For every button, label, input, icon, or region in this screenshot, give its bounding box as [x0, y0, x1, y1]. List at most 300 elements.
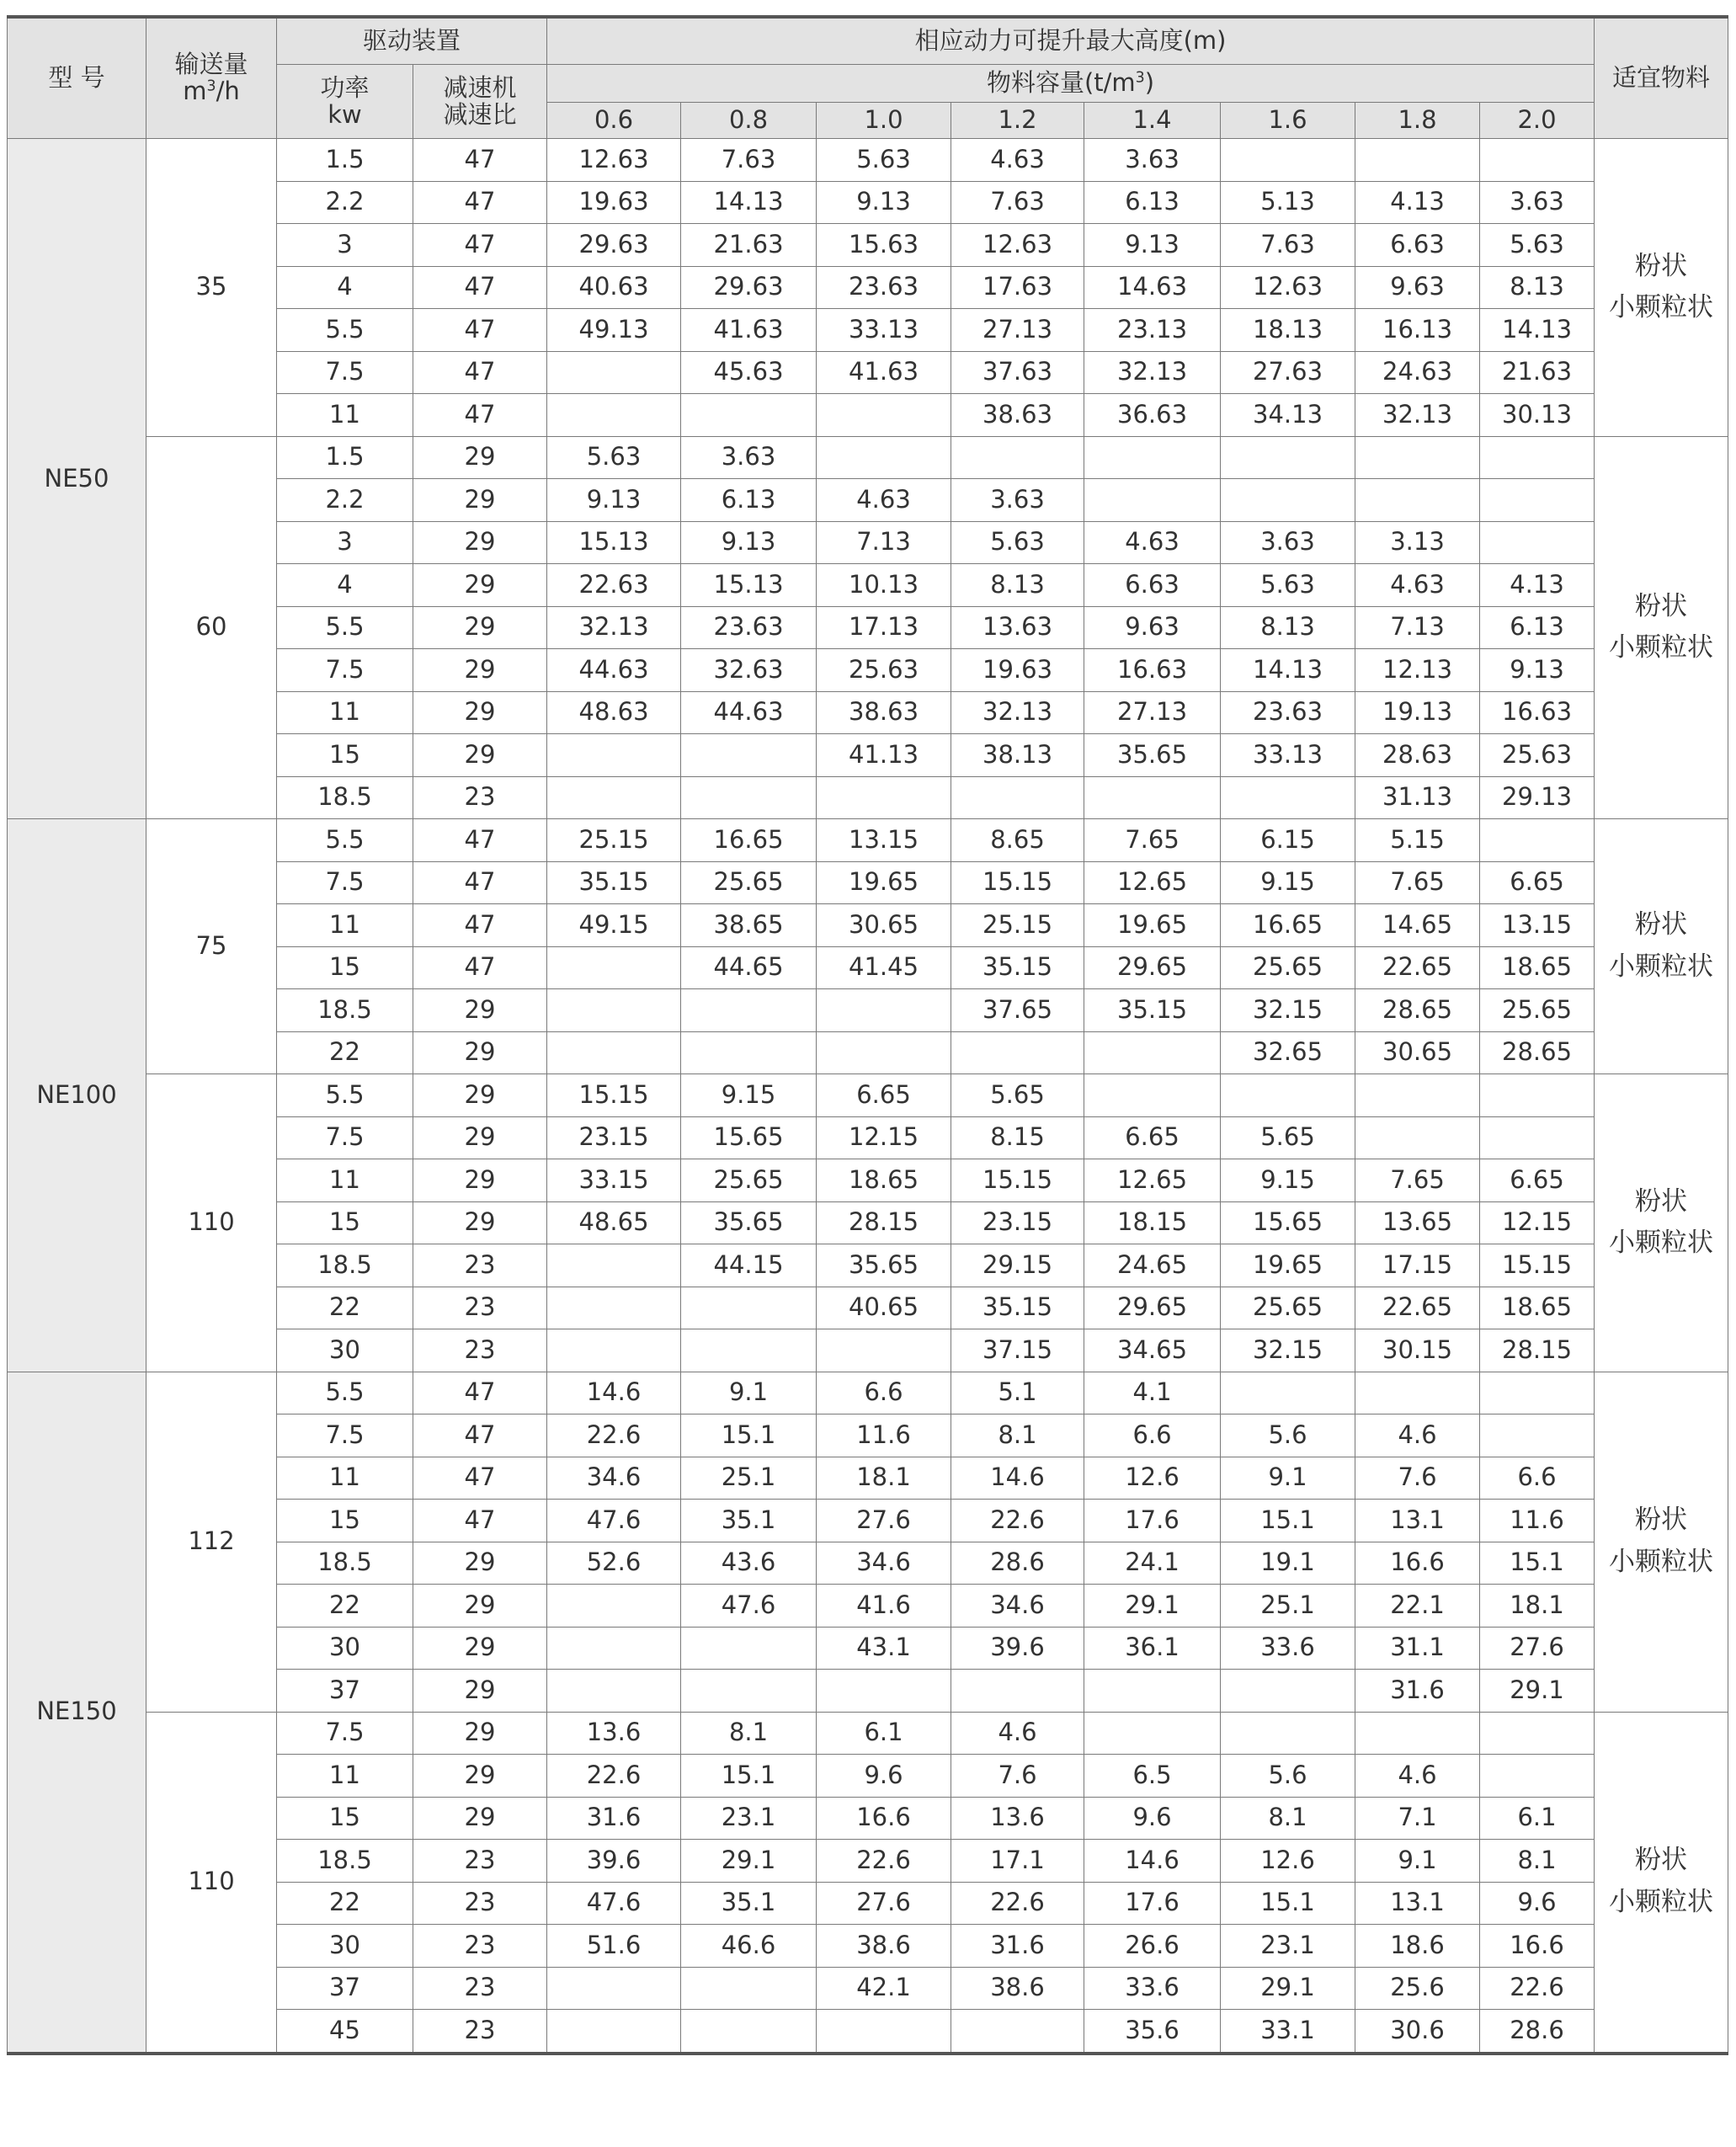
height-cell: 38.6 — [817, 1925, 951, 1968]
height-cell: 35.15 — [1084, 989, 1221, 1032]
height-cell: 26.6 — [1084, 1925, 1221, 1968]
ratio-cell: 29 — [413, 1159, 547, 1202]
height-cell: 28.15 — [817, 1201, 951, 1244]
ratio-cell: 29 — [413, 521, 547, 564]
ratio-cell: 29 — [413, 649, 547, 692]
height-cell: 18.65 — [1480, 1287, 1595, 1329]
height-cell — [547, 1627, 681, 1670]
height-cell: 39.6 — [547, 1840, 681, 1883]
material-cell — [1595, 436, 1728, 819]
height-cell — [1221, 1670, 1355, 1713]
height-cell — [817, 1329, 951, 1372]
height-cell: 37.63 — [951, 351, 1084, 394]
height-cell: 7.1 — [1355, 1797, 1480, 1840]
height-cell: 3.63 — [1221, 521, 1355, 564]
power-cell: 11 — [277, 904, 413, 947]
height-cell: 22.65 — [1355, 946, 1480, 989]
height-cell: 22.6 — [547, 1414, 681, 1457]
power-cell: 45 — [277, 2010, 413, 2054]
power-cell: 11 — [277, 394, 413, 437]
header-reducer — [413, 65, 547, 139]
power-cell: 3 — [277, 521, 413, 564]
height-cell — [681, 1031, 817, 1074]
ratio-cell: 23 — [413, 776, 547, 819]
header-density-value: 1.6 — [1221, 103, 1355, 139]
power-cell: 3 — [277, 224, 413, 267]
height-cell: 32.15 — [1221, 989, 1355, 1032]
height-cell: 6.13 — [1084, 181, 1221, 224]
height-cell: 8.1 — [681, 1712, 817, 1755]
height-cell: 43.1 — [817, 1627, 951, 1670]
header-density: 物料容量$(t/m^3)$ — [547, 65, 1595, 103]
height-cell: 19.63 — [951, 649, 1084, 692]
power-cell: 1.5 — [277, 139, 413, 182]
height-cell: 13.1 — [1355, 1882, 1480, 1925]
height-cell: 12.15 — [1480, 1201, 1595, 1244]
ratio-cell: 29 — [413, 1585, 547, 1628]
power-cell: 11 — [277, 691, 413, 734]
height-cell: 16.63 — [1084, 649, 1221, 692]
height-cell — [681, 734, 817, 777]
height-cell: 4.6 — [1355, 1414, 1480, 1457]
height-cell: 27.13 — [951, 309, 1084, 352]
material-cell — [1595, 819, 1728, 1074]
height-cell: 15.63 — [817, 224, 951, 267]
height-cell: 22.6 — [951, 1882, 1084, 1925]
height-cell: 12.65 — [1084, 1159, 1221, 1202]
ratio-cell: 23 — [413, 1244, 547, 1287]
height-cell — [817, 1670, 951, 1713]
height-cell: 19.65 — [1084, 904, 1221, 947]
ratio-cell: 29 — [413, 1627, 547, 1670]
height-cell: 35.1 — [681, 1882, 817, 1925]
height-cell: 19.1 — [1221, 1542, 1355, 1585]
height-cell: 17.63 — [951, 266, 1084, 309]
height-cell: 40.65 — [817, 1287, 951, 1329]
power-cell: 30 — [277, 1627, 413, 1670]
height-cell — [1480, 1074, 1595, 1117]
height-cell: 6.63 — [1084, 564, 1221, 607]
height-cell — [1480, 1712, 1595, 1755]
height-cell: 44.15 — [681, 1244, 817, 1287]
ratio-cell: 29 — [413, 1074, 547, 1117]
header-density-value: 1.2 — [951, 103, 1084, 139]
height-cell: 15.15 — [951, 861, 1084, 904]
height-cell — [681, 1670, 817, 1713]
height-cell: 7.65 — [1355, 1159, 1480, 1202]
height-cell: 16.65 — [681, 819, 817, 862]
ratio-cell: 47 — [413, 904, 547, 947]
power-cell: 11 — [277, 1457, 413, 1500]
height-cell: 23.1 — [681, 1797, 817, 1840]
table-row — [8, 819, 1728, 862]
height-cell: 5.63 — [547, 436, 681, 479]
height-cell: 32.15 — [1221, 1329, 1355, 1372]
height-cell — [681, 989, 817, 1032]
height-cell: 32.13 — [951, 691, 1084, 734]
height-cell: 4.63 — [1355, 564, 1480, 607]
ratio-cell: 29 — [413, 1031, 547, 1074]
height-cell — [547, 1585, 681, 1628]
height-cell: 31.6 — [547, 1797, 681, 1840]
height-cell: 13.1 — [1355, 1500, 1480, 1542]
height-cell: 23.1 — [1221, 1925, 1355, 1968]
height-cell: 9.63 — [1084, 606, 1221, 649]
height-cell: 32.65 — [1221, 1031, 1355, 1074]
height-cell — [1221, 776, 1355, 819]
header-density-value: 2.0 — [1480, 103, 1595, 139]
height-cell: 15.15 — [951, 1159, 1084, 1202]
height-cell: 34.13 — [1221, 394, 1355, 437]
height-cell: 11.6 — [1480, 1500, 1595, 1542]
height-cell: 6.1 — [1480, 1797, 1595, 1840]
height-cell: 9.1 — [1355, 1840, 1480, 1883]
height-cell — [817, 394, 951, 437]
height-cell: 35.6 — [1084, 2010, 1221, 2054]
height-cell: 14.65 — [1355, 904, 1480, 947]
power-cell: 7.5 — [277, 1116, 413, 1159]
height-cell: 24.63 — [1355, 351, 1480, 394]
height-cell: 30.65 — [817, 904, 951, 947]
height-cell — [547, 1967, 681, 2010]
ratio-cell: 23 — [413, 2010, 547, 2054]
height-cell: 45.63 — [681, 351, 817, 394]
height-cell: 28.6 — [951, 1542, 1084, 1585]
height-cell: 22.63 — [547, 564, 681, 607]
height-cell: 3.13 — [1355, 521, 1480, 564]
power-cell: 5.5 — [277, 1074, 413, 1117]
height-cell: 12.6 — [1084, 1457, 1221, 1500]
height-cell: 17.15 — [1355, 1244, 1480, 1287]
power-cell: 5.5 — [277, 1372, 413, 1414]
height-cell: 4.1 — [1084, 1372, 1221, 1414]
power-cell: 15 — [277, 1797, 413, 1840]
header-material: 适宜物料 — [1595, 17, 1728, 139]
ratio-cell: 29 — [413, 1116, 547, 1159]
height-cell: 16.6 — [1355, 1542, 1480, 1585]
ratio-cell: 47 — [413, 309, 547, 352]
ratio-cell: 29 — [413, 1755, 547, 1798]
height-cell: 27.13 — [1084, 691, 1221, 734]
header-power — [277, 65, 413, 139]
height-cell: 33.15 — [547, 1159, 681, 1202]
height-cell — [547, 734, 681, 777]
power-cell: 15 — [277, 946, 413, 989]
power-cell: 4 — [277, 564, 413, 607]
header-reducer-line1: 减速机 — [443, 72, 517, 102]
header-density-value: 1.0 — [817, 103, 951, 139]
height-cell: 23.15 — [547, 1116, 681, 1159]
height-cell: 6.65 — [1084, 1116, 1221, 1159]
height-cell: 42.1 — [817, 1967, 951, 2010]
height-cell: 15.1 — [681, 1755, 817, 1798]
height-cell — [817, 989, 951, 1032]
height-cell: 15.65 — [681, 1116, 817, 1159]
height-cell: 38.13 — [951, 734, 1084, 777]
height-cell: 35.15 — [547, 861, 681, 904]
table-row — [8, 139, 1728, 182]
height-cell: 15.1 — [1221, 1500, 1355, 1542]
height-cell: 25.15 — [547, 819, 681, 862]
table-row — [8, 1074, 1728, 1117]
header-flow-label: 输送量 — [174, 50, 248, 79]
height-cell: 15.13 — [547, 521, 681, 564]
height-cell: 9.6 — [1480, 1882, 1595, 1925]
height-cell: 19.65 — [817, 861, 951, 904]
height-cell — [1084, 1712, 1221, 1755]
height-cell: 24.1 — [1084, 1542, 1221, 1585]
ratio-cell: 29 — [413, 989, 547, 1032]
height-cell: 18.1 — [817, 1457, 951, 1500]
height-cell: 16.13 — [1355, 309, 1480, 352]
height-cell: 34.6 — [547, 1457, 681, 1500]
ratio-cell: 29 — [413, 1670, 547, 1713]
header-density-value: 1.4 — [1084, 103, 1221, 139]
height-cell: 18.1 — [1480, 1585, 1595, 1628]
height-cell: 12.65 — [1084, 861, 1221, 904]
height-cell: 21.63 — [1480, 351, 1595, 394]
ratio-cell: 23 — [413, 1882, 547, 1925]
height-cell: 12.63 — [547, 139, 681, 182]
power-cell: 22 — [277, 1882, 413, 1925]
power-cell: 18.5 — [277, 1542, 413, 1585]
header-density-value: 0.8 — [681, 103, 817, 139]
power-cell: 15 — [277, 1500, 413, 1542]
height-cell — [817, 1031, 951, 1074]
height-cell — [951, 776, 1084, 819]
flow-cell: 35 — [146, 139, 277, 437]
height-cell: 29.63 — [681, 266, 817, 309]
ratio-cell: 23 — [413, 1925, 547, 1968]
height-cell: 14.13 — [1221, 649, 1355, 692]
height-cell: 28.65 — [1355, 989, 1480, 1032]
material-line: 粉状 — [1635, 1185, 1688, 1217]
height-cell: 15.1 — [1480, 1542, 1595, 1585]
height-cell: 16.6 — [817, 1797, 951, 1840]
height-cell: 43.6 — [681, 1542, 817, 1585]
height-cell: 27.6 — [1480, 1627, 1595, 1670]
height-cell: 16.65 — [1221, 904, 1355, 947]
power-cell: 15 — [277, 1201, 413, 1244]
material-line: 粉状 — [1635, 1845, 1688, 1876]
power-cell: 7.5 — [277, 861, 413, 904]
height-cell — [681, 2010, 817, 2054]
height-cell: 8.65 — [951, 819, 1084, 862]
height-cell: 30.65 — [1355, 1031, 1480, 1074]
height-cell: 4.63 — [951, 139, 1084, 182]
power-cell: 4 — [277, 266, 413, 309]
height-cell: 16.6 — [1480, 1925, 1595, 1968]
height-cell: 6.65 — [1480, 861, 1595, 904]
height-cell: 8.1 — [951, 1414, 1084, 1457]
height-cell: 40.63 — [547, 266, 681, 309]
power-cell: 22 — [277, 1287, 413, 1329]
ratio-cell: 47 — [413, 1500, 547, 1542]
height-cell: 11.6 — [817, 1414, 951, 1457]
ratio-cell: 47 — [413, 394, 547, 437]
height-cell — [1480, 1414, 1595, 1457]
height-cell: 41.63 — [817, 351, 951, 394]
height-cell: 25.6 — [1355, 1967, 1480, 2010]
height-cell: 14.6 — [1084, 1840, 1221, 1883]
material-line: 小颗粒状 — [1609, 292, 1714, 323]
height-cell: 29.1 — [681, 1840, 817, 1883]
ratio-cell: 47 — [413, 351, 547, 394]
height-cell: 33.1 — [1221, 2010, 1355, 2054]
height-cell — [547, 1670, 681, 1713]
height-cell — [1221, 479, 1355, 522]
model-cell: NE150 — [8, 1372, 146, 2054]
ratio-cell: 23 — [413, 1840, 547, 1883]
height-cell: 6.65 — [817, 1074, 951, 1117]
material-line: 小颗粒状 — [1609, 1228, 1714, 1259]
height-cell — [1084, 479, 1221, 522]
height-cell: 38.6 — [951, 1967, 1084, 2010]
height-cell: 22.6 — [547, 1755, 681, 1798]
height-cell: 15.15 — [547, 1074, 681, 1117]
power-cell: 5.5 — [277, 819, 413, 862]
height-cell — [547, 946, 681, 989]
height-cell: 38.63 — [817, 691, 951, 734]
height-cell: 22.6 — [817, 1840, 951, 1883]
height-cell: 22.6 — [1480, 1967, 1595, 2010]
height-cell: 17.13 — [817, 606, 951, 649]
ratio-cell: 29 — [413, 1201, 547, 1244]
flow-cell: 110 — [146, 1712, 277, 2054]
height-cell: 9.1 — [1221, 1457, 1355, 1500]
height-cell: 17.6 — [1084, 1882, 1221, 1925]
height-cell — [1084, 1074, 1221, 1117]
height-cell: 22.1 — [1355, 1585, 1480, 1628]
height-cell: 12.15 — [817, 1116, 951, 1159]
table-row — [8, 1712, 1728, 1755]
height-cell — [1084, 436, 1221, 479]
height-cell: 48.65 — [547, 1201, 681, 1244]
height-cell: 25.15 — [951, 904, 1084, 947]
height-cell — [1221, 1712, 1355, 1755]
height-cell: 23.13 — [1084, 309, 1221, 352]
power-cell: 7.5 — [277, 351, 413, 394]
height-cell: 23.63 — [817, 266, 951, 309]
flow-cell: 110 — [146, 1074, 277, 1372]
height-cell: 9.1 — [681, 1372, 817, 1414]
material-line: 小颗粒状 — [1609, 632, 1714, 663]
height-cell — [1355, 1372, 1480, 1414]
height-cell: 31.6 — [1355, 1670, 1480, 1713]
height-cell: 24.65 — [1084, 1244, 1221, 1287]
height-cell: 9.13 — [547, 479, 681, 522]
table-row — [8, 436, 1728, 479]
power-cell: 22 — [277, 1585, 413, 1628]
material-line: 小颗粒状 — [1609, 951, 1714, 982]
height-cell: 6.65 — [1480, 1159, 1595, 1202]
height-cell: 39.6 — [951, 1627, 1084, 1670]
height-cell: 37.15 — [951, 1329, 1084, 1372]
ratio-cell: 47 — [413, 139, 547, 182]
height-cell: 6.63 — [1355, 224, 1480, 267]
power-cell: 7.5 — [277, 1414, 413, 1457]
elevator-capacity-table — [7, 15, 1728, 2055]
height-cell: 31.13 — [1355, 776, 1480, 819]
ratio-cell: 47 — [413, 266, 547, 309]
height-cell: 27.6 — [817, 1882, 951, 1925]
height-cell — [681, 1329, 817, 1372]
height-cell: 9.13 — [1084, 224, 1221, 267]
height-cell: 13.15 — [1480, 904, 1595, 947]
ratio-cell: 29 — [413, 606, 547, 649]
height-cell: 18.13 — [1221, 309, 1355, 352]
height-cell: 38.65 — [681, 904, 817, 947]
height-cell: 14.6 — [951, 1457, 1084, 1500]
height-cell: 33.13 — [817, 309, 951, 352]
height-cell: 35.65 — [817, 1244, 951, 1287]
height-cell: 9.13 — [1480, 649, 1595, 692]
height-cell — [1355, 1074, 1480, 1117]
height-cell: 21.63 — [681, 224, 817, 267]
power-cell: 22 — [277, 1031, 413, 1074]
height-cell: 44.63 — [681, 691, 817, 734]
material-line: 小颗粒状 — [1609, 1887, 1714, 1917]
height-cell: 7.63 — [681, 139, 817, 182]
height-cell: 7.13 — [1355, 606, 1480, 649]
power-cell: 37 — [277, 1670, 413, 1713]
height-cell: 6.13 — [1480, 606, 1595, 649]
height-cell — [547, 351, 681, 394]
height-cell: 5.65 — [951, 1074, 1084, 1117]
height-cell: 4.13 — [1355, 181, 1480, 224]
header-flow — [146, 17, 277, 139]
height-cell: 9.13 — [681, 521, 817, 564]
height-cell: 8.15 — [951, 1116, 1084, 1159]
header-flow-unit: $m^3/h$ — [183, 77, 240, 105]
height-cell: 32.63 — [681, 649, 817, 692]
height-cell — [1480, 521, 1595, 564]
height-cell: 14.63 — [1084, 266, 1221, 309]
height-cell: 34.6 — [817, 1542, 951, 1585]
height-cell: 6.13 — [681, 479, 817, 522]
height-cell — [1480, 436, 1595, 479]
power-cell: 7.5 — [277, 649, 413, 692]
ratio-cell: 47 — [413, 861, 547, 904]
height-cell: 16.63 — [1480, 691, 1595, 734]
material-line: 小颗粒状 — [1609, 1547, 1714, 1577]
ratio-cell: 47 — [413, 1372, 547, 1414]
height-cell: 25.65 — [1221, 1287, 1355, 1329]
height-cell: 29.65 — [1084, 946, 1221, 989]
height-cell: 25.63 — [817, 649, 951, 692]
table-header — [8, 17, 1728, 139]
height-cell: 28.65 — [1480, 1031, 1595, 1074]
height-cell: 28.15 — [1480, 1329, 1595, 1372]
height-cell — [951, 1670, 1084, 1713]
height-cell: 13.6 — [951, 1797, 1084, 1840]
height-cell: 41.45 — [817, 946, 951, 989]
height-cell: 25.65 — [1221, 946, 1355, 989]
height-cell: 46.6 — [681, 1925, 817, 1968]
height-cell: 19.63 — [547, 181, 681, 224]
power-cell: 18.5 — [277, 1840, 413, 1883]
height-cell: 35.1 — [681, 1500, 817, 1542]
height-cell: 23.63 — [1221, 691, 1355, 734]
height-cell: 52.6 — [547, 1542, 681, 1585]
height-cell: 6.5 — [1084, 1755, 1221, 1798]
header-reducer-line2: 减速比 — [443, 99, 517, 129]
height-cell — [547, 1287, 681, 1329]
ratio-cell: 29 — [413, 1797, 547, 1840]
height-cell: 8.1 — [1480, 1840, 1595, 1883]
height-cell — [817, 436, 951, 479]
height-cell: 31.1 — [1355, 1627, 1480, 1670]
